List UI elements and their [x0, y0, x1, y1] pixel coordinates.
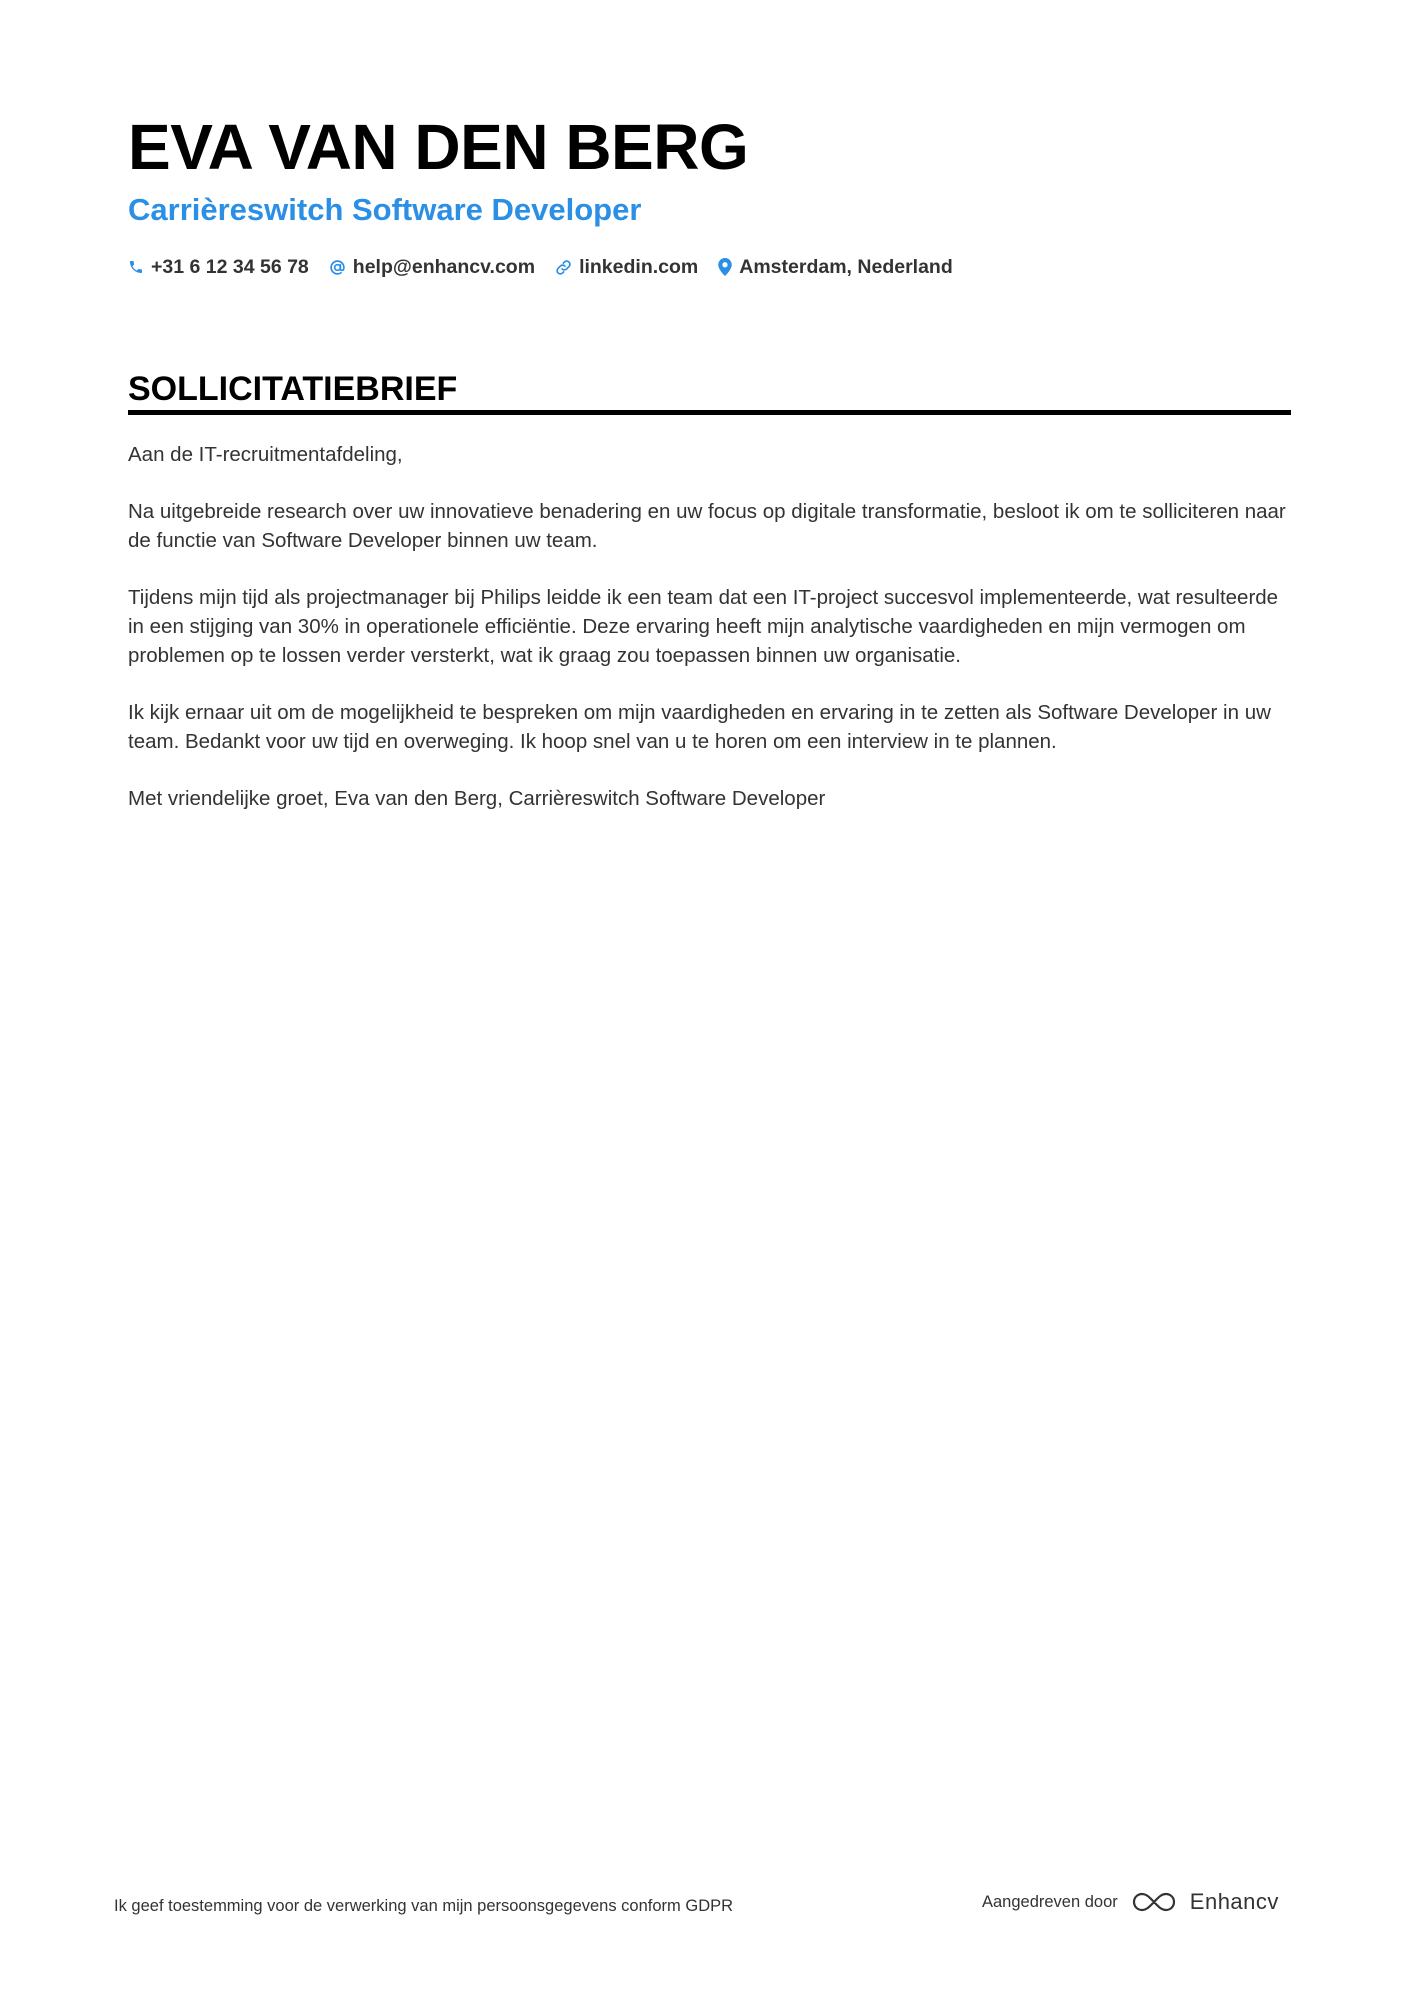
location-pin-icon: [718, 258, 732, 276]
letter-paragraph: Tijdens mijn tijd als projectmanager bij Philips leidde ik een team dat een IT-project succesvol implementeerde, wat resulteerde in een stijging van 30% in operationele efficiëntie. Deze ervaring heeft mijn analytische vaardigheden en mijn vermogen om problemen op te lossen verder versterkt, wat ik graag zou toepassen binnen uw organisatie.: [128, 586, 1279, 667]
letter-body: [128, 440, 1288, 841]
letter-paragraph: Ik kijk ernaar uit om de mogelijkheid te bespreken om mijn vaardigheden en ervaring in te zetten als Software Developer in uw team. Bedankt voor uw tijd en overweging. Ik hoop snel van u te horen om een interview in te plannen.: [128, 701, 1271, 753]
section-divider: [128, 410, 1291, 415]
location-text: Amsterdam, Nederland: [739, 256, 953, 278]
contact-phone[interactable]: [128, 253, 309, 281]
powered-by[interactable]: [982, 1888, 1279, 1916]
applicant-name: EVA VAN DEN BERG: [128, 111, 749, 183]
letter-closing: Met vriendelijke groet, Eva van den Berg, Carrièreswitch Software Developer: [128, 787, 826, 810]
contact-email[interactable]: [329, 253, 535, 281]
at-icon: [329, 259, 346, 276]
linkedin-text: linkedin.com: [579, 256, 699, 278]
powered-by-label: Aangedreven door: [982, 1893, 1118, 1911]
brand-name: Enhancv: [1189, 1889, 1279, 1914]
enhancv-logo-icon: [1130, 1889, 1178, 1915]
section-title: SOLLICITATIEBRIEF: [128, 370, 458, 408]
contact-bar: [128, 253, 953, 281]
contact-location: [718, 253, 952, 281]
phone-text: +31 6 12 34 56 78: [151, 256, 309, 278]
applicant-title: Carrièreswitch Software Developer: [128, 192, 642, 227]
link-icon: [555, 259, 572, 276]
contact-linkedin[interactable]: [555, 253, 698, 281]
letter-salutation: Aan de IT-recruitmentafdeling,: [128, 443, 403, 466]
letter-paragraph: Na uitgebreide research over uw innovatieve benadering en uw focus op digitale transformatie, besloot ik om te solliciteren naar de functie van Software Developer binnen uw team.: [128, 500, 1286, 552]
gdpr-consent-text: Ik geef toestemming voor de verwerking van mijn persoonsgegevens conform GDPR: [114, 1897, 734, 1915]
phone-icon: [128, 259, 144, 275]
email-text: help@enhancv.com: [352, 256, 536, 278]
